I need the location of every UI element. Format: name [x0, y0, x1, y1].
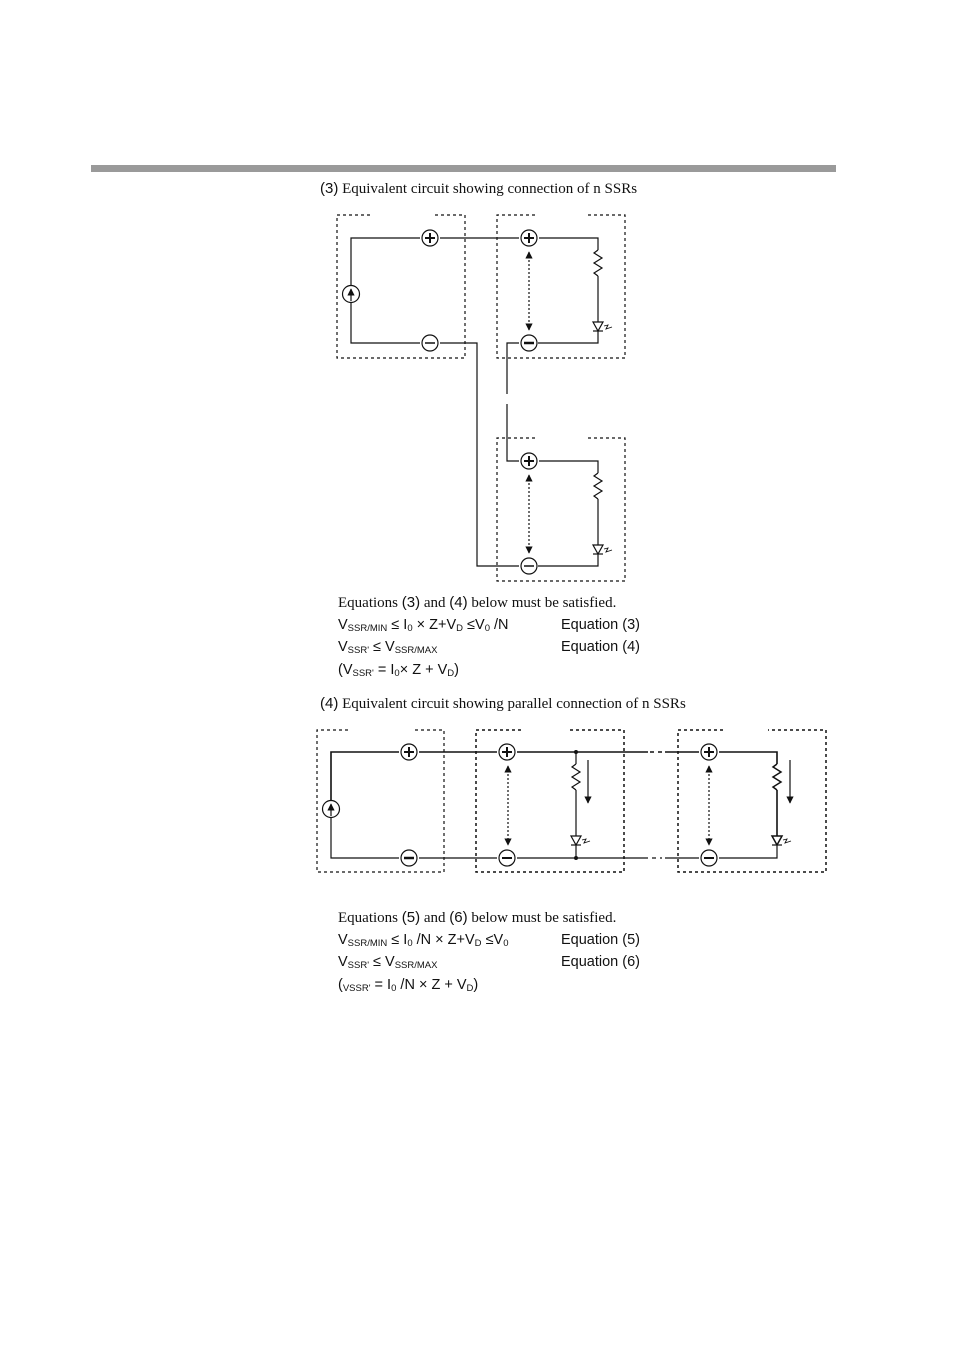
eq-subscript: 0	[394, 667, 400, 679]
eq-text: = I	[373, 661, 395, 678]
equation-ref: (6)	[449, 909, 468, 926]
section3-caption-number: (3)	[320, 180, 339, 197]
led-icon	[772, 836, 791, 845]
eq-subscript: 0	[484, 622, 490, 634]
eq-text: ≤V	[463, 616, 485, 633]
eq-text: (	[338, 976, 343, 993]
equation-label: Equation (4)	[561, 639, 640, 655]
eq-subscript: SSR/MAX	[394, 645, 438, 656]
eq-subscript: SSR'	[352, 667, 374, 679]
intro-text: Equations	[338, 595, 402, 611]
plus-terminal-icon	[401, 744, 417, 760]
eq-subscript: SSR/MIN	[347, 937, 388, 949]
eq-text: V	[338, 931, 348, 948]
eq-subscript: D	[456, 622, 464, 634]
eq-text: = I	[370, 976, 392, 993]
eq-text: ≤ I	[387, 931, 408, 948]
eq-text: ≤ V	[369, 639, 395, 655]
eq-subscript: 0	[407, 622, 413, 634]
eq-text: V	[338, 954, 348, 970]
eq-text: )	[473, 976, 479, 993]
intro-text: and	[420, 595, 450, 611]
minus-terminal-icon	[701, 850, 717, 866]
equation-ref: (4)	[449, 594, 468, 611]
eq-text: /N	[489, 616, 509, 633]
led-icon	[571, 836, 590, 845]
current-source-icon	[323, 801, 340, 818]
eq-text: × Z+V	[412, 616, 457, 633]
section4-caption-number: (4)	[320, 695, 339, 712]
equation-label: Equation (6)	[561, 954, 640, 970]
eq-subscript: D	[474, 937, 482, 949]
eq-subscript: SSR'	[347, 645, 370, 656]
eq-text: (V	[338, 661, 353, 678]
plus-terminal-icon	[499, 744, 515, 760]
eq-text: ≤V	[481, 931, 504, 948]
eq-text: × Z + V	[399, 661, 448, 678]
minus-terminal-icon	[401, 850, 417, 866]
intro-text: below must be satisfied.	[467, 595, 617, 611]
intro-text: Equations	[338, 910, 402, 926]
eq-text: /N × Z + V	[396, 976, 467, 993]
plus-terminal-icon	[701, 744, 717, 760]
eq-text: V	[338, 639, 348, 655]
eq-text: V	[338, 616, 348, 633]
section4-caption-text: Equivalent circuit showing parallel connection of n SSRs	[338, 696, 686, 712]
equation-ref: (5)	[401, 909, 421, 926]
resistor-icon	[572, 764, 580, 790]
equation-ref: (3)	[401, 594, 421, 611]
equation-label: Equation (3)	[561, 616, 640, 633]
eq-subscript: VSSR'	[342, 982, 371, 994]
eq-text: )	[454, 661, 459, 678]
eq-subscript: 0	[391, 982, 397, 994]
eq-subscript: 0	[503, 937, 509, 949]
eq-subscript: D	[466, 982, 474, 994]
eq-subscript: SSR/MIN	[347, 622, 388, 634]
minus-terminal-icon	[499, 850, 515, 866]
equation-label: Equation (5)	[561, 931, 640, 948]
eq-text: /N × Z+V	[412, 931, 475, 948]
eq-subscript: SSR/MAX	[394, 960, 438, 971]
section3-caption-text: Equivalent circuit showing connection of n SSRs	[338, 181, 638, 197]
eq-subscript: 0	[407, 937, 413, 949]
parallel-wires	[331, 752, 777, 858]
eq-text: ≤ V	[369, 954, 395, 970]
eq-text: ≤ I	[387, 616, 408, 633]
eq-subscript: D	[447, 667, 455, 679]
intro-text: below must be satisfied.	[467, 910, 617, 926]
resistor-icon	[773, 764, 781, 790]
eq-subscript: SSR'	[347, 960, 370, 971]
intro-text: and	[420, 910, 450, 926]
